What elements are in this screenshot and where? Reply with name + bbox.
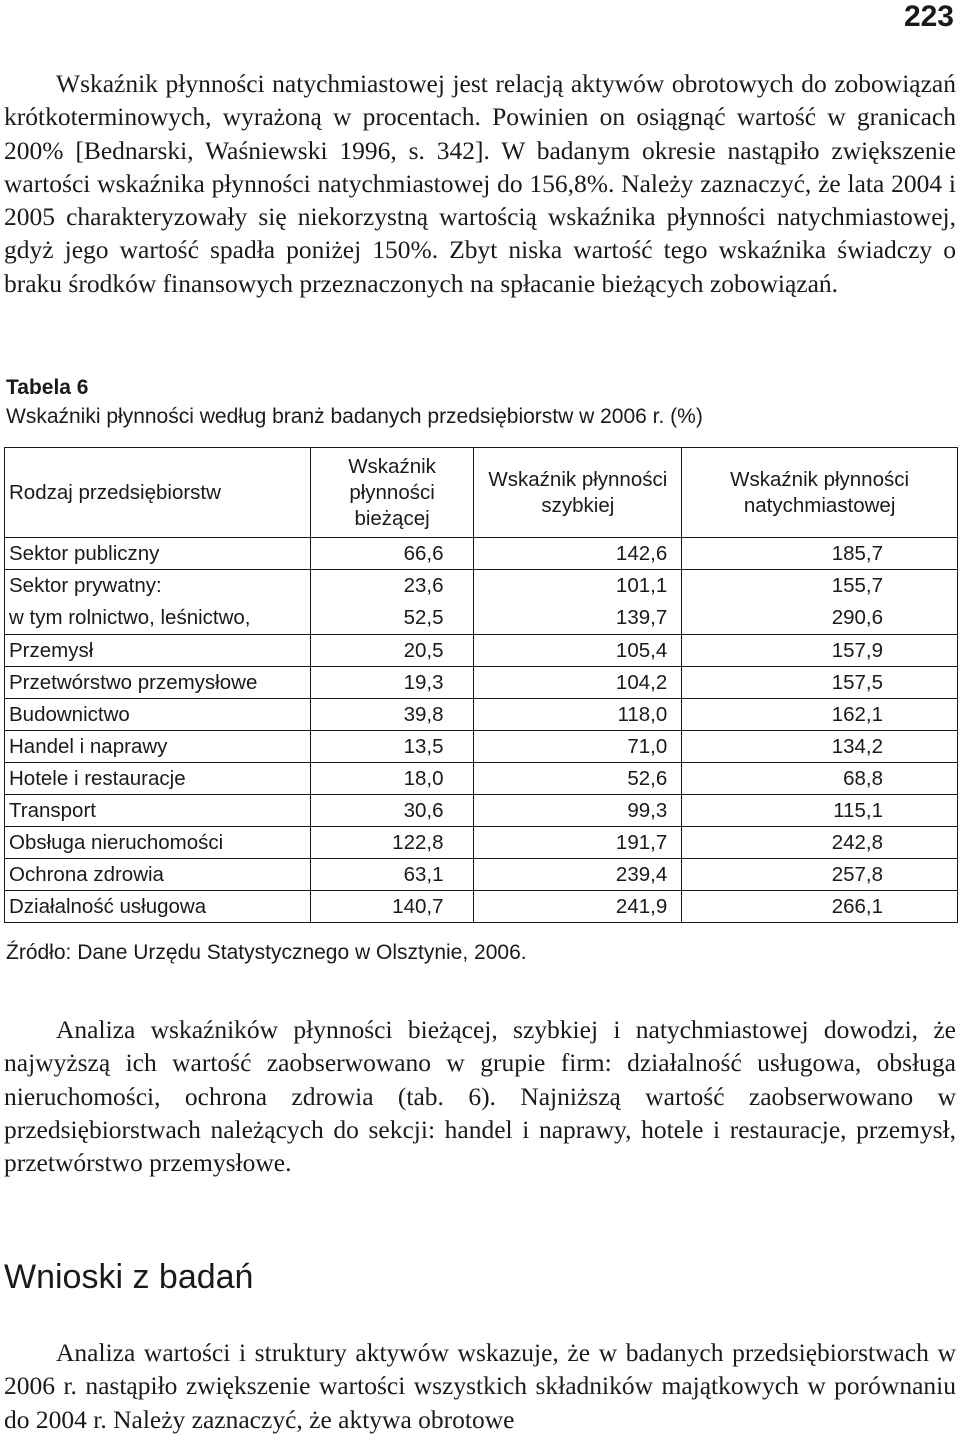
liquidity-table	[4, 447, 958, 923]
table-row	[5, 763, 958, 795]
cash-liquidity-value: 157,9	[682, 635, 958, 667]
cash-liquidity-value: 134,2	[682, 731, 958, 763]
body-paragraph: Analiza wskaźników płynności bieżącej, szybkiej i natychmiastowej dowodzi, że najwyższą ich wartość zaobserwowano w grupie firm: działalność usługowa, obsługa nieruchomości, ochrona zdrowia (tab. 6). Najniższą wartość zaobserwowano w przedsiębiorstwach należących do sekcji: handel i naprawy, hotele i restauracje, przemysł, przetwórstwo przemysłowe.	[4, 1015, 956, 1178]
body-paragraph: Wskaźnik płynności natychmiastowej jest relacją aktywów obrotowych do zobowiązań krótkoterminowych, wyrażoną w procentach. Powinien on osiągnąć wartość w granicach 200% [Bednarski, Waśniewski 1996, s. 342]. W badanym okresie nastąpiło zwiększenie wartości wskaźnika płynności natychmiastowej do 156,8%. Należy zaznaczyć, że lata 2004 i 2005 charakteryzowały się niekorzystną wartością wskaźnika płynności natychmiastowej, gdyż jego wartość spadła poniżej 150%. Zbyt niska wartość tego wskaźnika świadczy o braku środków finansowych przeznaczonych na spłacanie bieżących zobowiązań.	[4, 69, 956, 298]
body-paragraph: Analiza wartości i struktury aktywów wskazuje, że w badanych przedsiębiorstwach w 2006 r. nastąpiło zwiększenie wartości wszystkich składników majątkowych w porównaniu do 2004 r. Należy zaznaczyć, że aktywa obrotowe	[4, 1338, 956, 1434]
quick-liquidity-value: 241,9	[474, 891, 682, 923]
current-liquidity-value: 122,8	[310, 827, 474, 859]
header-current-liquidity: Wskaźnik płynności bieżącej	[310, 448, 474, 538]
value-line: 139,7	[615, 606, 668, 629]
cash-liquidity-value: 68,8	[682, 763, 958, 795]
current-liquidity-value	[310, 570, 474, 635]
table-row	[5, 667, 958, 699]
page-number: 223	[903, 0, 954, 33]
table-row	[5, 570, 958, 635]
row-name: Działalność usługowa	[5, 891, 311, 923]
quick-liquidity-value: 52,6	[474, 763, 682, 795]
table-row	[5, 795, 958, 827]
value-line: 101,1	[615, 574, 668, 597]
row-name: Obsługa nieruchomości	[5, 827, 311, 859]
current-liquidity-value: 140,7	[310, 891, 474, 923]
row-name: Przetwórstwo przemysłowe	[5, 667, 311, 699]
current-liquidity-value: 30,6	[310, 795, 474, 827]
cash-liquidity-value: 115,1	[682, 795, 958, 827]
table-row	[5, 827, 958, 859]
table-row	[5, 699, 958, 731]
row-name: Sektor publiczny	[5, 538, 311, 570]
cash-liquidity-value: 266,1	[682, 891, 958, 923]
table-row	[5, 891, 958, 923]
quick-liquidity-value: 118,0	[474, 699, 682, 731]
value-line: 290,6	[831, 606, 883, 629]
current-liquidity-value: 39,8	[310, 699, 474, 731]
cash-liquidity-value	[682, 570, 958, 635]
row-name: Handel i naprawy	[5, 731, 311, 763]
header-quick-liquidity: Wskaźnik płynności szybkiej	[474, 448, 682, 538]
quick-liquidity-value: 71,0	[474, 731, 682, 763]
quick-liquidity-value: 191,7	[474, 827, 682, 859]
table-source-note: Źródło: Dane Urzędu Statystycznego w Olsztynie, 2006.	[6, 941, 527, 964]
table-row	[5, 731, 958, 763]
quick-liquidity-value: 105,4	[474, 635, 682, 667]
current-liquidity-value: 18,0	[310, 763, 474, 795]
quick-liquidity-value: 142,6	[474, 538, 682, 570]
row-name: Ochrona zdrowia	[5, 859, 311, 891]
row-name: Hotele i restauracje	[5, 763, 311, 795]
header-enterprise-type: Rodzaj przedsiębiorstw	[5, 448, 311, 538]
row-name: Przemysł	[5, 635, 311, 667]
row-name: Transport	[5, 795, 311, 827]
header-cash-liquidity: Wskaźnik płynności natychmiastowej	[682, 448, 958, 538]
current-liquidity-value: 20,5	[310, 635, 474, 667]
quick-liquidity-value	[474, 570, 682, 635]
table-caption: Wskaźniki płynności według branż badanych przedsiębiorstw w 2006 r. (%)	[6, 405, 703, 428]
current-liquidity-value: 13,5	[310, 731, 474, 763]
current-liquidity-value: 19,3	[310, 667, 474, 699]
cash-liquidity-value: 162,1	[682, 699, 958, 731]
quick-liquidity-value: 239,4	[474, 859, 682, 891]
row-name: Budownictwo	[5, 699, 311, 731]
table-row	[5, 538, 958, 570]
row-name	[5, 570, 311, 635]
table-header-row	[5, 448, 958, 538]
value-line: 23,6	[403, 574, 444, 597]
row-name-line: w tym rolnictwo, leśnictwo,	[9, 606, 251, 629]
cash-liquidity-value: 257,8	[682, 859, 958, 891]
row-name-line: Sektor prywatny:	[9, 574, 162, 597]
quick-liquidity-value: 99,3	[474, 795, 682, 827]
quick-liquidity-value: 104,2	[474, 667, 682, 699]
table-row	[5, 635, 958, 667]
table-row	[5, 859, 958, 891]
table-label: Tabela 6	[6, 376, 89, 399]
value-line: 52,5	[403, 606, 444, 629]
section-heading: Wnioski z badań	[4, 1258, 254, 1296]
current-liquidity-value: 66,6	[310, 538, 474, 570]
current-liquidity-value: 63,1	[310, 859, 474, 891]
cash-liquidity-value: 157,5	[682, 667, 958, 699]
cash-liquidity-value: 242,8	[682, 827, 958, 859]
value-line: 155,7	[831, 574, 883, 597]
cash-liquidity-value: 185,7	[682, 538, 958, 570]
